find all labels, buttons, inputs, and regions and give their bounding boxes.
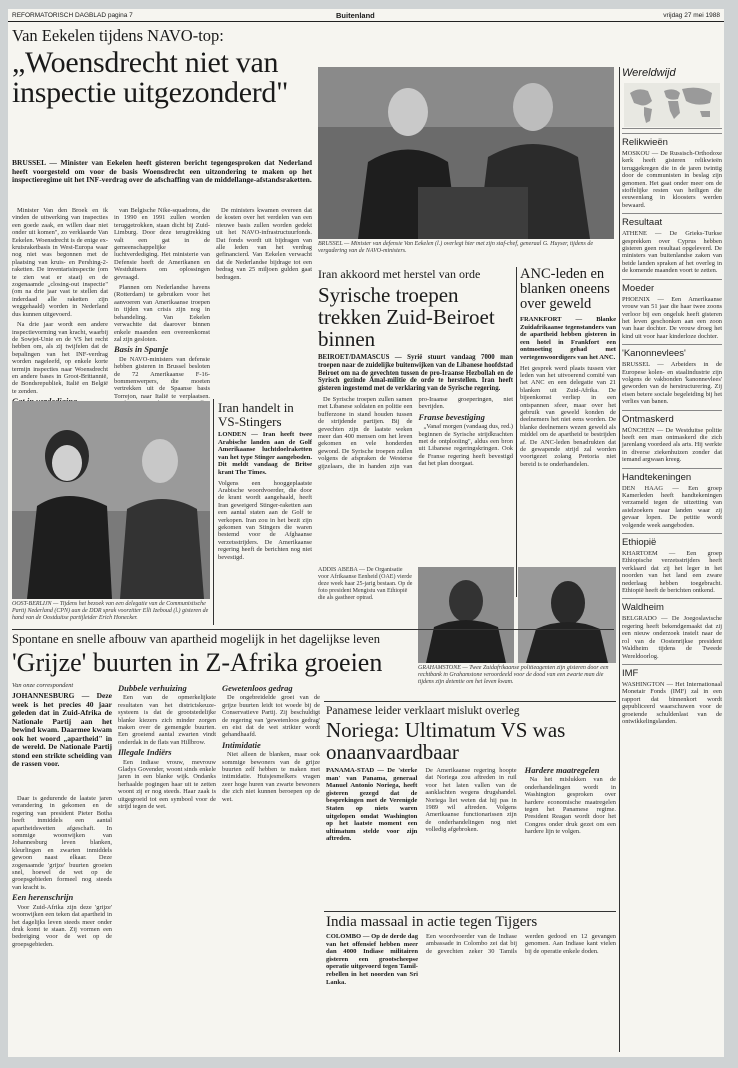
zafrika-byline: Van onze correspondent bbox=[12, 682, 74, 689]
syria-body: De Syrische troepen zullen samen met Libanese soldaten en politie een bufferzone in stand houden tussen de strijdende partijen. Bij de gevechten zijn de laatste weken meer dan 400 mensen om het leven gekomen en vele honderden gewond. De Syrische troepen zullen volgens de afspraken de Westerse gijzelaars, die in handen zijn van pro-Iraanse groeperingen, niet bevrijden. bbox=[318, 395, 513, 470]
wereldwijd-item-heading: Moeder bbox=[622, 279, 722, 294]
iran-headline: Iran handelt in VS-Stingers bbox=[218, 400, 294, 429]
wereldwijd-item-heading: Ontmaskerd bbox=[622, 410, 722, 425]
column-rule bbox=[213, 399, 214, 625]
noriega-columns bbox=[326, 767, 616, 843]
world-map-icon bbox=[624, 83, 720, 127]
wereldwijd-item-text: DEN HAAG — Een groep Kamerleden heeft handtekeningen verzameld tegen de uitzetting van asielzoekers naar landen waar zij gevaar lopen. De petitie wordt volgende week aangeboden. bbox=[622, 484, 722, 529]
photo-grahamstone-caption: GRAHAMSTONE — Twee Zuidafrikaanse politieagenten zijn gisteren door een rechtbank in Grahamstone veroordeeld voor de dood van een zwarte man die tijdens zijn detentie om het leven kwam. bbox=[418, 665, 609, 685]
zafrika-body-2: Voor Zuid-Afrika zijn deze 'grijze' woonwijken een teken dat apartheid in het dagelijks leven steeds meer onder druk komt te staan. Zij vormen een bedreiging voor de wet op de groepsgebieden. bbox=[12, 903, 112, 948]
noriega-column-3 bbox=[525, 767, 616, 843]
noriega-article bbox=[326, 704, 616, 904]
zafrika-column-3 bbox=[222, 682, 320, 1050]
lead-body-6: De NAVO-ministers van defensie hebben gisteren in Brussel besloten de 72 Amerikaanse F-16-bommenwerpers, die moeten vertrekken uit de Spaanse basis Torrejon, naar Italië te verplaatsen. bbox=[114, 355, 210, 400]
lead-column-2 bbox=[114, 207, 210, 400]
lead-body-7: De ministers kwamen overeen dat de kosten over het verdelen van een nieuwe basis zullen worden gedekt uit het NAVO-infrastructuurfonds. Dat fonds wordt uit bijdragen van alle leden van het verdrag gefinancierd. Van Eekelen verwacht dat de Nederlandse bijdrage tot een bedrag van 25 miljoen gulden gaat bedragen. bbox=[216, 207, 312, 281]
wereldwijd-item-heading: 'Kanonnevlees' bbox=[622, 344, 722, 359]
wereldwijd-item-heading: Handtekeningen bbox=[622, 468, 722, 483]
noriega-sub: Hardere maatregelen bbox=[524, 765, 600, 775]
anc-headline: ANC-leden en blanken oneens over geweld bbox=[520, 266, 610, 312]
wereldwijd-item-heading: Ethiopië bbox=[622, 533, 722, 548]
zafrika-headline: 'Grijze' buurten in Z-Afrika groeien bbox=[12, 648, 383, 677]
wereldwijd-items bbox=[622, 133, 722, 725]
lead-body-5: Plannen om Nederlandse havens (Rotterdam) te gebruiken voor het aanvoeren van Amerikaanse troepen in tijden van crisis zijn nog in behandeling. Van Eekelen verwachtte dat daarover binnen enkele maanden een overeenkomst zal zijn gesloten. bbox=[114, 284, 210, 343]
photo-addis-caption: ADDIS ABEBA — De Organisatie voor Afrikaanse Eenheid (OAE) vierde deze week haar 25-jarig bestaan. Op de foto president Mengistu van Ethiopië die als gastheer optrad. bbox=[318, 567, 413, 601]
photo-addis-2-image bbox=[518, 567, 616, 663]
photo-berlin-image bbox=[12, 401, 210, 599]
sidebar-rule bbox=[619, 67, 620, 1052]
india-article bbox=[326, 914, 616, 1052]
wereldwijd-item-heading: Waldheim bbox=[622, 598, 722, 613]
wereldwijd-item-heading: IMF bbox=[622, 664, 722, 679]
zafrika-intro: JOHANNESBURG — Deze week is het precies 40 jaar geleden dat in Zuid-Afrika de Nationale Partij aan het bewind kwam. Daarmee kwam ook het woord „apartheid" in de wereld. De Nationale Partij stond een strikte scheiding van de rassen voor. bbox=[12, 691, 112, 768]
anc-body: Het gesprek werd plaats tussen vier leden van het uitvoerend comité van het ANC en een delegatie van 21 blanken uit Zuid-Afrika. De bijeenkomst verliep in een ontspannen sfeer, maar over het gebruik van geweld konden de deelnemers het niet eens worden. De blanke deelnemers wezen geweld als middel om de apartheid te bestrijden af. De ANC-leden benadrukten dat de gewapende strijd zal worden voortgezet zolang Pretoria niet bereid is te onderhandelen. bbox=[520, 364, 616, 468]
photo-brussel-caption: BRUSSEL — Minister van defensie Van Eekelen (l.) overlegt hier met zijn staf-chef, generaal G. Huyser, tijdens de vergadering van de NAVO-ministers. bbox=[318, 241, 593, 254]
wereldwijd-header bbox=[622, 67, 722, 129]
section-rule bbox=[324, 701, 616, 702]
syria-intro: BEIROET/DAMASCUS — Syrië stuurt vandaag 7000 man troepen naar de zuidelijke buitenwijken van de Libanese hoofdstad Beiroet om na de gevechten tussen de pro-Iraanse Hezbollah en de Syrisch gezinde Amal-militie de orde te herstellen. Iran heeft gisteren ingestemd met de verklaring van de Syrische regering. bbox=[318, 354, 513, 393]
wereldwijd-item-text: MOSKOU — De Russisch-Orthodoxe kerk heeft gisteren relikwieën teruggekregen die in de jaren twintig door de communisten in beslag zijn genomen. Het gaat onder meer om de stoffelijke resten van heiligen die eeuwenlang in kloosters werden bewaard. bbox=[622, 150, 722, 209]
iran-article bbox=[218, 401, 312, 625]
photo-addis bbox=[418, 567, 514, 663]
noriega-column-1 bbox=[326, 767, 417, 843]
noriega-kicker: Panamese leider verklaart mislukt overleg bbox=[326, 705, 520, 717]
india-columns bbox=[326, 933, 616, 986]
section-rule bbox=[12, 629, 614, 630]
wereldwijd-item-text: PHOENIX — Een Amerikaanse vrouw van 51 jaar die haar twee zoons verloor bij een ongeluk heeft gisteren het leven geschonken aan een zoon van haar dochter. De vrouw droeg het kind uit voor haar kinderloze dochter. bbox=[622, 295, 722, 340]
zafrika-body-3: Een van de opmerkelijkste resultaten van het districtskeuze-systeem is dat de grootstedelijke blanke kiezers zich minder zorgen maken over de gemengde buurten. Een groeiend aantal zwarten vindt onderdak in de flats van Hillbrow. bbox=[118, 694, 216, 746]
zafrika-sub-1: Een herenschrijn bbox=[12, 892, 74, 903]
photo-berlin bbox=[12, 401, 210, 599]
wereldwijd-item-text: BELGRADO — De Joegoslavische regering heeft bekendgemaakt dat zij een nieuw onderzoek instelt naar de rol van de Oostenrijkse president Waldheim tijdens de Tweede Wereldoorlog. bbox=[622, 615, 722, 660]
zafrika-kicker: Spontane en snelle afbouw van apartheid mogelijk in het dagelijkse leven bbox=[12, 632, 380, 646]
zafrika-sub-5: Intimidatie bbox=[222, 739, 261, 750]
india-headline: India massaal in actie tegen Tijgers bbox=[326, 914, 538, 930]
india-body: Een woordvoerder van de Indiase ambassade in Colombo zei dat bij de gevechten zeker 30 Tamils werden gedood en 12 gevangen genomen. Aan Indiase kant vielen bij de operatie enkele doden. bbox=[426, 933, 616, 955]
photo-addis-2 bbox=[518, 567, 616, 663]
noriega-body-2: Na het mislukken van de onderhandelingen wordt in Washington gesproken over hardere economische maatregelen tegen het Panamese regime. President Reagan wordt door het Congres onder druk gezet om een hardere lijn te volgen. bbox=[524, 776, 616, 836]
lead-body-1: Minister Van den Broek en ik vinden de uitwerking van inspecties een goede zaak, en willen daar niet onder uit komen", zo verklaarde Van Eekelen. Woensdrecht is de enige ex-kruisraketbasis in West-Europa waar nog niet was begonnen met de plaatsing van kruis- en Pershing-2-raketten. De inventarisinspectie (om te zien wat er staat) en de zogenaamde „closing-out inspectie" (om na drie jaar vast te stellen dat inderdaad alle raketten zijn weggehaald) worden in Nederland dus kunnen uitgevoerd. bbox=[12, 207, 108, 318]
syria-body-columns bbox=[318, 396, 513, 576]
photo-berlin-caption: OOST-BERLIJN — Tijdens het bezoek van een delegatie van de Communistische Partij Nederland (CPN) aan de DDR sprak voorzitter Elli Izeboud (l.) gisteren de hand van de Oostduitse partijleider Erich Honecker. bbox=[12, 601, 209, 621]
wereldwijd-item-text: WASHINGTON — Het Internationaal Monetair Fonds (IMF) zal in een rapport dat binnenkort wordt gepubliceerd waarschuwen voor de groeiende schuldenlast van de ontwikkelingslanden. bbox=[622, 680, 722, 725]
syria-body-2: „Vanaf morgen (vandaag dus, red.) beginnen de Syrische strijdkrachten met de ontplooiing", aldus een bron uit Libanese regeringskringen. Ook de Franse regering heeft bevestigd dat het plan doorgaat. bbox=[418, 423, 513, 468]
noriega-body: De Amerikaanse regering hoopte dat Noriega zou aftreden in ruil voor het laten vallen van de aanklachten wegens drugshandel. Noriega liet weten dat hij pas in 1989 wil aftreden. Volgens Amerikaanse functionarissen zijn de onderhandelingen nog niet volledig afgebroken. bbox=[425, 767, 517, 834]
masthead-left: REFORMATORISCH DAGBLAD pagina 7 bbox=[12, 12, 133, 19]
lead-body-2: Na drie jaar wordt een andere inspectievorming van kracht, waarbij de Sowjet-Unie en de VS het recht hebben om, als zij twijfelen dat de bepalingen van het INF-verdrag worden nageleefd, op enkele korte termijn inspecties naar Woensdrecht en andere bases in Groot-Brittannië, de Bondsrepubliek, Italië en België te zenden. bbox=[12, 321, 108, 395]
lead-column-1 bbox=[12, 207, 108, 397]
zafrika-sub-3: Illegale Indiërs bbox=[118, 747, 172, 758]
lead-intro: BRUSSEL — Minister van Eekelen heeft gisteren bericht tegengesproken dat Nederland heeft voorgesteld om voor de basis Woensdrecht een uitzondering te maken op het inspectieregime uit het INF-verdrag over de afschaffing van de middellange-afstandsraketten. bbox=[12, 158, 312, 184]
photo-brussel bbox=[318, 67, 614, 239]
wereldwijd-item-text: KHARTOEM — Een groep Ethiopische verzetsstrijders heeft verklaard dat zij het leger in het noorden van het land een zware nederlaag hebben toegebracht. Ethiopië heeft de berichten ontkend. bbox=[622, 550, 722, 595]
zafrika-body: Daar is gedurende de laatste jaren verandering in gekomen en de regering van president Pieter Botha heeft inmiddels een aantal apartheidswetten afgeschaft. In sommige woonwijken van Johannesburg leven blanken, kleurlingen en zwarten inmiddels gewoon naast elkaar. Deze zogenaamde 'grijze' buurten groeien snel, hoewel de wet op de groepsgebieden formeel nog steeds van kracht is. bbox=[12, 795, 112, 891]
zafrika-column-1 bbox=[12, 795, 112, 1050]
masthead-section: Buitenland bbox=[336, 11, 375, 20]
syria-article bbox=[318, 267, 513, 567]
masthead bbox=[8, 9, 724, 22]
masthead-date: vrijdag 27 mei 1988 bbox=[663, 12, 720, 19]
wereldwijd-item-text: ATHENE — De Grieks-Turkse gesprekken over Cyprus hebben gisteren geen resultaat opgeleverd. De ministers van buitenlandse zaken van beide landen spraken af het overleg in de komende maanden voort te zetten. bbox=[622, 230, 722, 275]
wereldwijd-item-heading: Relikwieën bbox=[622, 133, 722, 148]
zafrika-body-6: Niet alleen de blanken, maar ook sommige bewoners van de grijze buurten zelf hebben te maken met intimidatie. Huisjesmelkers vragen zeer hoge huren van zwarte bewoners die zich niet kunnen beroepen op de wet. bbox=[222, 751, 320, 803]
iran-intro: LONDEN — Iran heeft twee Arabische landen aan de Golf Amerikaanse luchtdoelraketten van het type Stinger aangeboden. Dit meldt vandaag de Britse krant The Times. bbox=[218, 431, 312, 476]
zafrika-body-5: De ongebreidelde groei van de grijze buurten leidt tot woede bij de Conservatieve Partij. Zij beschuldigt de regering van 'gewetenloos gedrag' en eist dat de wet strikter wordt gehandhaafd. bbox=[222, 694, 320, 739]
wereldwijd-sidebar bbox=[622, 67, 722, 1052]
wereldwijd-item-text: BRUSSEL — Arbeiders in de Europese kolen- en staalindustrie zijn volgens de vakbonden 'kanonnevlees' geworden van de herstructurering. Zij eisen betere sociale begeleiding bij het verlies van banen. bbox=[622, 361, 722, 406]
noriega-headline: Noriega: Ultimatum VS was onaanvaardbaar bbox=[326, 718, 566, 764]
lead-kicker: Van Eekelen tijdens NAVO-top: bbox=[12, 26, 224, 45]
wereldwijd-item-text: MÜNCHEN — De Westduitse politie heeft een man ontmaskerd die zich jarenlang voordeed als arts. Hij werkte in diverse ziekenhuizen zonder dat iemand argwaan kreeg. bbox=[622, 426, 722, 464]
syria-headline: Syrische troepen trekken Zuid-Beiroet binnen bbox=[318, 283, 495, 351]
anc-article bbox=[520, 267, 616, 597]
zafrika-column-2 bbox=[118, 682, 216, 1050]
lead-column-3 bbox=[216, 207, 312, 397]
lead-body-4: van Belgische Nike-squadrons, die in 1990 en 1991 zullen worden teruggetrokken, staan dicht bij Zuid-Limburg. Door deze terugtrekking valt een gat in de gemeenschappelijke luchtverdediging. Het ministerie van Defensie heeft de Amerikanen en Westduitsers om oplossingen gevraagd. bbox=[114, 207, 210, 281]
noriega-intro: PANAMA-STAD — De 'sterke man' van Panama, generaal Manuel Antonio Noriega, heeft gisteren gezegd dat de besprekingen met de Verenigde Staten op niets waren uitgelopen omdat Washington op het laatste moment een ultimatum stelde voor zijn aftreden. bbox=[326, 767, 418, 843]
zafrika-headline-block bbox=[12, 632, 420, 680]
zafrika-body-4: Een indiase vrouw, mevrouw Gladys Govender, woont sinds enkele jaren in een blanke wijk. Ondanks herhaalde pogingen haar uit te zetten woont zij er nog steeds. Haar zaak is uitgegroeid tot een symbool voor de strijd tegen de wet. bbox=[118, 758, 216, 811]
iran-body: Volgens een hooggeplaatste Arabische woordvoerder, die door de krant wordt aangehaald, heeft Iran geweigerd Stinger-raketten aan een aantal staten aan de Golf te verkopen. Iran zou in het bezit zijn gekomen van Stingers die waren bestemd voor de Afghaanse verzetsstrijders. De Amerikaanse regering heeft de berichten nog niet bevestigd. bbox=[218, 479, 312, 561]
zafrika-sub-4: Gewetenloos gedrag bbox=[222, 683, 293, 693]
anc-intro: FRANKFORT — Blanke Zuidafrikaanse tegenstanders van de apartheid hebben gisteren in een hotel in Frankfort een ontmoeting gehad met vertegenwoordigers van het ANC. bbox=[520, 316, 616, 361]
lead-headline: „Woensdrecht niet van inspectie uitgezonderd" bbox=[12, 46, 289, 109]
lead-sub-2: Basis in Spanje bbox=[114, 344, 169, 355]
section-rule bbox=[324, 911, 616, 912]
column-rule bbox=[516, 267, 517, 597]
wereldwijd-title: Wereldwijd bbox=[622, 67, 676, 79]
lead-headline-block bbox=[12, 27, 312, 157]
syria-kicker: Iran akkoord met herstel van orde bbox=[318, 267, 481, 281]
india-intro: COLOMBO — Op de derde dag van het offensief hebben meer dan 4000 Indiase militairen gisteren een grootscheepse operatie uitgevoerd tegen Tamil-rebellen in het noorden van Sri Lanka. bbox=[326, 933, 418, 986]
photo-brussel-image bbox=[318, 67, 614, 239]
photo-addis-image bbox=[418, 567, 514, 663]
wereldwijd-item-heading: Resultaat bbox=[622, 213, 722, 228]
syria-sub: Franse bevestiging bbox=[418, 411, 485, 422]
newspaper-page bbox=[8, 9, 724, 1057]
zafrika-sub-2: Dubbele verhuizing bbox=[118, 683, 187, 693]
